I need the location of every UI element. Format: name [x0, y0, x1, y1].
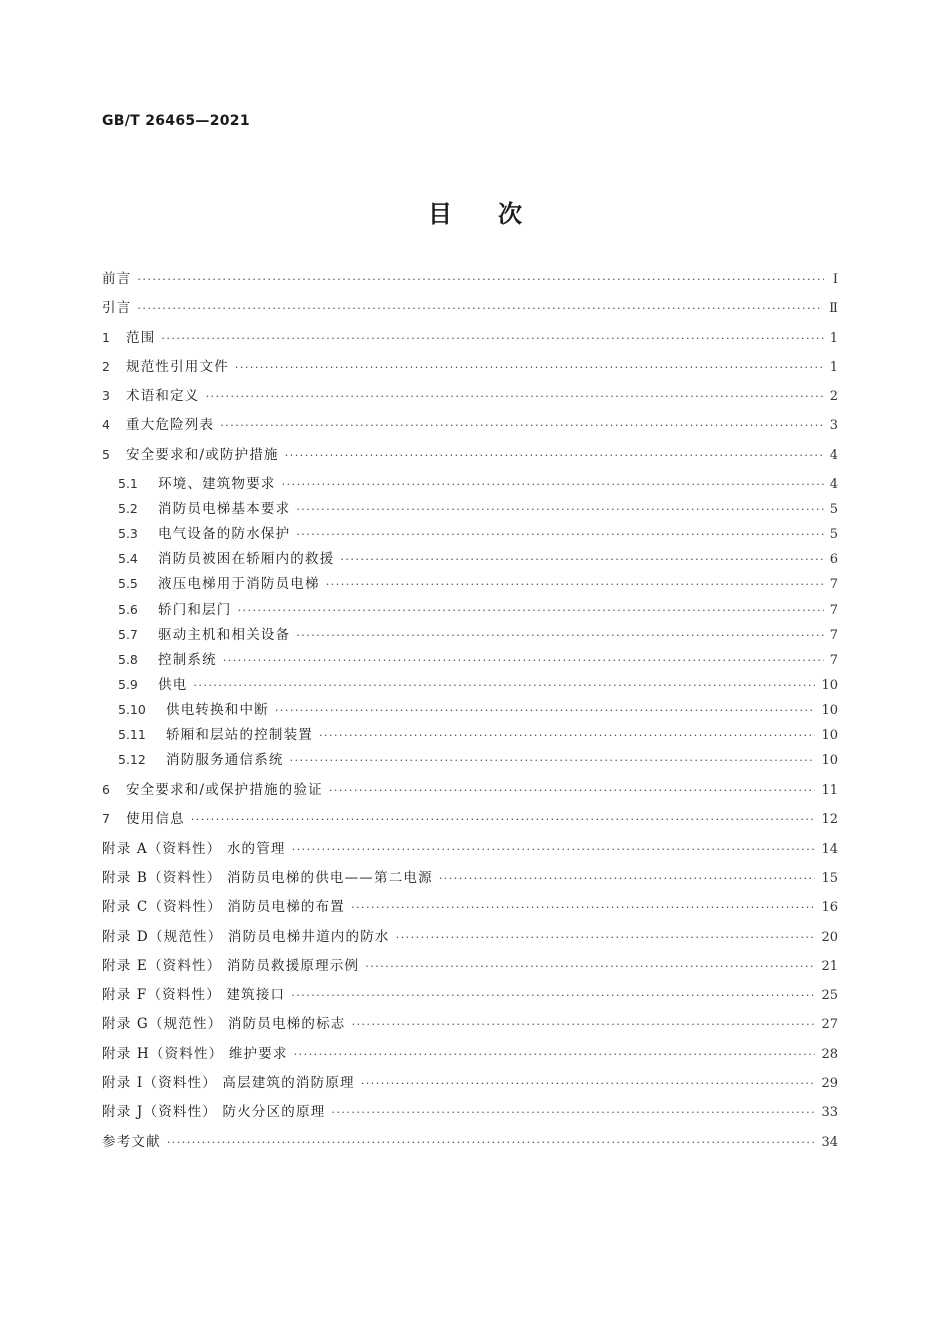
toc-entry-page: 10 [821, 677, 838, 693]
toc-entry[interactable] [102, 1015, 838, 1044]
toc-entry[interactable] [102, 810, 838, 839]
toc-dot-leader [396, 929, 816, 947]
toc-entry-label: 消防服务通信系统 [166, 752, 284, 769]
toc-dot-leader [161, 330, 823, 348]
toc-dot-leader [282, 476, 824, 494]
toc-entry-label: 附录 C（资料性） 消防员电梯的布置 [102, 899, 346, 916]
toc-entry[interactable] [102, 869, 838, 898]
toc-entry-label: 引言 [102, 300, 132, 317]
toc-entry[interactable] [102, 525, 838, 550]
toc-entry[interactable] [102, 986, 838, 1015]
toc-entry-page: 21 [821, 958, 838, 974]
toc-entry[interactable] [102, 387, 838, 416]
toc-dot-leader [439, 870, 816, 888]
toc-entry-label: 范围 [126, 329, 156, 346]
toc-entry-page: 10 [821, 702, 838, 718]
toc-entry[interactable] [102, 270, 838, 299]
toc-entry[interactable] [102, 726, 838, 751]
toc-dot-leader [290, 752, 816, 770]
toc-entry-label: 安全要求和/或防护措施 [126, 446, 279, 463]
toc-dot-leader [296, 526, 823, 544]
toc-dot-leader [238, 602, 824, 620]
toc-entry-number: 5.12 [118, 752, 146, 768]
toc-entry-number: 5.3 [118, 526, 138, 542]
toc-entry-page: 1 [829, 359, 838, 375]
toc-entry-label: 附录 F（资料性） 建筑接口 [102, 987, 286, 1004]
toc-entry-page: 7 [829, 577, 838, 593]
toc-entry-label: 供电 [158, 676, 188, 693]
toc-entry-number: 5.8 [118, 651, 138, 667]
toc-entry-label: 附录 E（资料性） 消防员救援原理示例 [102, 957, 360, 974]
toc-entry-page: 2 [829, 389, 838, 405]
toc-entry-number: 5.11 [118, 727, 146, 743]
toc-entry-page: Ⅱ [829, 301, 838, 317]
toc-entry-page: 12 [821, 812, 838, 828]
toc-entry[interactable] [102, 358, 838, 387]
toc-entry-page: 28 [821, 1046, 838, 1062]
toc-entry-label: 消防员被困在轿厢内的救援 [158, 551, 335, 568]
toc-dot-leader [326, 576, 824, 594]
toc-entry-page: 25 [821, 988, 838, 1004]
toc-entry-page: 7 [829, 652, 838, 668]
toc-entry-label: 规范性引用文件 [126, 358, 229, 375]
toc-entry-label: 参考文献 [102, 1133, 161, 1150]
toc-entry-page: 4 [829, 447, 838, 463]
toc-entry[interactable] [102, 299, 838, 328]
toc-entry-number: 5.4 [118, 551, 138, 567]
toc-entry-label: 轿厢和层站的控制装置 [166, 727, 313, 744]
toc-entry-number: 5 [102, 446, 110, 462]
toc-entry-label: 安全要求和/或保护措施的验证 [126, 782, 323, 799]
toc-entry-label: 附录 B（资料性） 消防员电梯的供电——第二电源 [102, 870, 433, 886]
toc-entry[interactable] [102, 701, 838, 726]
toc-entry[interactable] [102, 1074, 838, 1103]
toc-entry-page: 7 [829, 627, 838, 643]
toc-entry-number: 5.6 [118, 601, 138, 617]
toc-entry-page: 33 [821, 1105, 838, 1121]
toc-entry[interactable] [102, 676, 838, 701]
toc-entry-page: 20 [821, 929, 838, 945]
toc-entry-page: 4 [829, 477, 838, 493]
toc-dot-leader [296, 627, 823, 645]
toc-entry[interactable] [102, 475, 838, 500]
toc-entry-label: 附录 H（资料性） 维护要求 [102, 1045, 288, 1062]
toc-entry-page: 34 [821, 1134, 838, 1150]
toc-entry-label: 术语和定义 [126, 388, 200, 405]
toc-entry-label: 附录 A（资料性） 水的管理 [102, 840, 286, 857]
toc-entry-number: 5.5 [118, 576, 138, 592]
table-of-contents [102, 270, 838, 1162]
toc-entry-label: 供电转换和中断 [166, 701, 269, 718]
toc-entry-label: 轿门和层门 [158, 601, 232, 618]
toc-entry[interactable] [102, 416, 838, 445]
toc-dot-leader [340, 551, 823, 569]
toc-entry-page: 10 [821, 753, 838, 769]
toc-dot-leader [206, 388, 824, 406]
toc-entry-page: 7 [829, 602, 838, 618]
toc-entry[interactable] [102, 446, 838, 475]
toc-entry-page: 15 [821, 871, 838, 886]
toc-entry-page: 29 [821, 1076, 838, 1092]
toc-entry-page: 27 [821, 1017, 838, 1033]
toc-entry-label: 电气设备的防水保护 [158, 526, 291, 543]
toc-entry-page: 1 [829, 330, 838, 346]
toc-dot-leader [137, 300, 823, 318]
toc-entry-label: 附录 G（规范性） 消防员电梯的标志 [102, 1016, 346, 1033]
toc-entry[interactable] [102, 1133, 838, 1162]
toc-entry[interactable] [102, 751, 838, 781]
toc-entry[interactable] [102, 1103, 838, 1132]
toc-entry-label: 重大危险列表 [126, 417, 215, 434]
toc-entry-number: 4 [102, 417, 110, 433]
toc-dot-leader [296, 501, 823, 519]
toc-entry-number: 1 [102, 329, 110, 345]
toc-dot-leader [351, 1016, 815, 1034]
toc-dot-leader [351, 899, 815, 917]
toc-entry-number: 5.2 [118, 501, 138, 517]
toc-entry[interactable] [102, 500, 838, 525]
toc-entry-number: 5.1 [118, 476, 138, 492]
toc-dot-leader [223, 652, 824, 670]
toc-entry-label: 附录 J（资料性） 防火分区的原理 [102, 1104, 326, 1121]
toc-entry-number: 5.10 [118, 701, 146, 717]
toc-entry-label: 驱动主机和相关设备 [158, 626, 291, 643]
toc-entry-number: 2 [102, 358, 110, 374]
toc-dot-leader [294, 1046, 816, 1064]
toc-entry[interactable] [102, 781, 838, 810]
toc-dot-leader [319, 727, 815, 745]
toc-dot-leader [275, 702, 816, 720]
toc-entry[interactable] [102, 898, 838, 927]
toc-dot-leader [167, 1134, 816, 1152]
toc-dot-leader [291, 987, 815, 1005]
toc-entry[interactable] [102, 1045, 838, 1074]
toc-entry[interactable] [102, 840, 838, 869]
toc-entry-page: 11 [821, 783, 838, 799]
toc-entry[interactable] [102, 601, 838, 626]
toc-entry-label: 附录 D（规范性） 消防员电梯井道内的防水 [102, 928, 390, 945]
toc-dot-leader [193, 677, 815, 695]
toc-entry-number: 7 [102, 811, 110, 827]
toc-entry-number: 5.9 [118, 676, 138, 692]
toc-entry-page: 3 [829, 418, 838, 434]
toc-entry-label: 环境、建筑物要求 [158, 476, 276, 493]
toc-dot-leader [137, 271, 824, 289]
toc-entry[interactable] [102, 928, 838, 957]
toc-entry[interactable] [102, 957, 838, 986]
toc-entry-page: 16 [821, 900, 838, 916]
toc-entry-label: 控制系统 [158, 651, 217, 668]
toc-entry-label: 前言 [102, 271, 132, 287]
toc-entry[interactable] [102, 651, 838, 676]
toc-entry[interactable] [102, 329, 838, 358]
toc-entry-label: 附录 I（资料性） 高层建筑的消防原理 [102, 1075, 355, 1092]
toc-entry-page: 6 [829, 552, 838, 568]
toc-entry-number: 5.7 [118, 626, 138, 642]
toc-dot-leader [292, 841, 816, 859]
document-code: GB/T 26465—2021 [102, 113, 250, 129]
toc-entry-label: 消防员电梯基本要求 [158, 501, 291, 518]
toc-dot-leader [361, 1075, 816, 1093]
toc-entry-page: 5 [829, 502, 838, 518]
toc-dot-leader [220, 417, 824, 435]
toc-entry-page: 14 [821, 841, 838, 857]
toc-entry[interactable] [102, 550, 838, 575]
toc-dot-leader [285, 447, 824, 465]
toc-entry-page: 10 [821, 728, 838, 744]
toc-dot-leader [191, 811, 816, 829]
toc-entry-page: Ⅰ [832, 272, 838, 287]
toc-dot-leader [329, 782, 816, 800]
toc-entry-number: 6 [102, 782, 110, 798]
toc-entry-label: 使用信息 [126, 811, 185, 828]
toc-entry-label: 液压电梯用于消防员电梯 [158, 576, 320, 593]
toc-entry-number: 3 [102, 388, 110, 404]
toc-entry[interactable] [102, 626, 838, 651]
page-title: 目次 [428, 200, 568, 228]
toc-entry-page: 5 [829, 527, 838, 543]
toc-dot-leader [331, 1104, 815, 1122]
toc-dot-leader [235, 359, 824, 377]
toc-entry[interactable] [102, 575, 838, 600]
toc-dot-leader [365, 958, 815, 976]
